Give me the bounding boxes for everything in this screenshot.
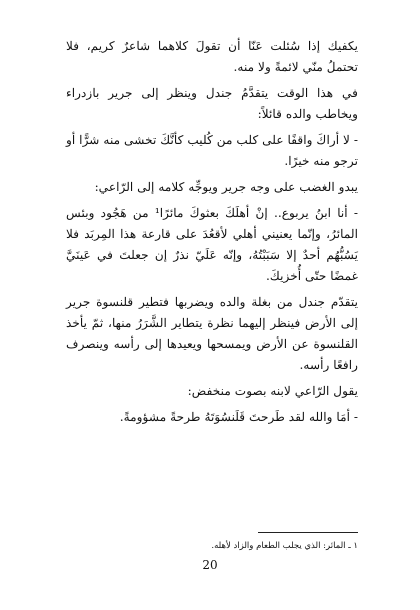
- paragraph-5: - أنا ابنُ يربوع.. إنْ أهلَكَ بعثوكَ مائرًا¹ من هَجُود وبئس المائرُ، وإنّما يعنيني أهلي لأقعُدَ على قارعة هذا المِربَد فلا يَسُبُّهُم أحدٌ إلا سَبَبْتُهُ، وإنّه عَلَيّ نذرٌ إن جعلتَ في عَينَيَّ غمضًا حتّى أُخزيكَ.: [66, 206, 358, 283]
- paragraph-4: يبدو الغضب على وجه جرير ويوجِّه كلامه إلى الرّاعي:: [94, 180, 358, 194]
- paragraph-1: يكفيك إذا سُئلت عَنّا أن تقولَ كلاهما شاعرٌ كريم، فلا تحتملُ منّي لائمةً ولا منه.: [66, 39, 358, 74]
- paragraph-8: - أمَا والله لقد طَرحتَ قَلَنسُوَتَهُ طرحةً مشؤومةً.: [119, 410, 358, 424]
- page-number: 20: [202, 558, 218, 572]
- footnote-divider: [258, 532, 358, 533]
- paragraph-3: - لا أراكَ واقفًا على كلب من كُليب كأنَّكَ تخشى منه شرًّا أو ترجو منه خيرًا.: [66, 133, 358, 168]
- body-text: [66, 36, 358, 433]
- paragraph-2: في هذا الوقت يتقدَّمُ جندل وينظر إلى جرير بازدراء ويخاطب والده قائلاً:: [66, 86, 358, 121]
- paragraph-6: يتقدّم جندل من بغلة والده ويضربها فتطير قلنسوة جرير إلى الأرض فينظر إليهما نظرة يتطاير الشَّرَرُ منها، ثمّ يأخذ القلنسوة عن الأرض ويمسحها ويعيدها إلى رأسه وينصرف رافعًا رأسه.: [66, 295, 358, 372]
- footnote: ١ ـ المائر: الذي يجلب الطعام والزاد لأهله.: [211, 541, 358, 551]
- paragraph-7: يقول الرّاعي لابنه بصوت منخفض:: [187, 384, 358, 398]
